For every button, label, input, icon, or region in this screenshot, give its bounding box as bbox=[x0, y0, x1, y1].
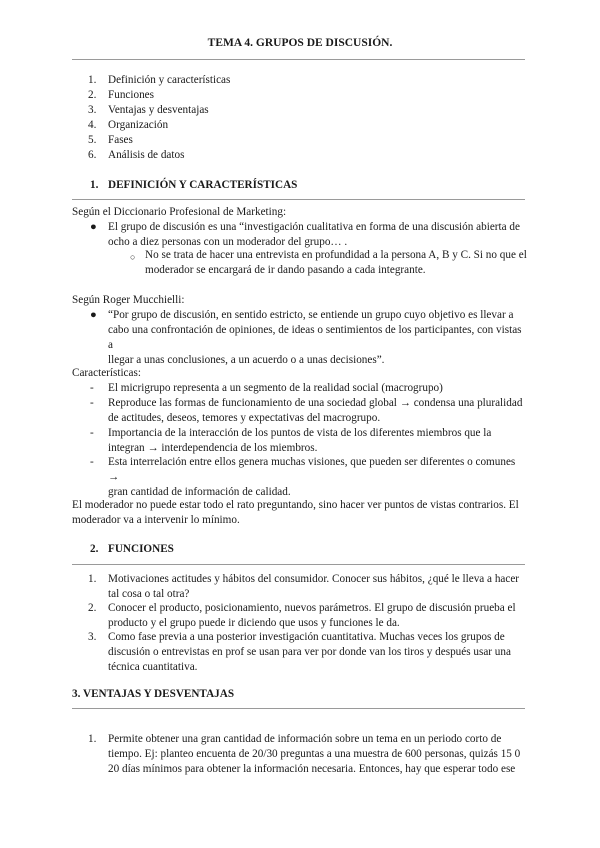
text-line: cabo una confrontación de opiniones, de ideas o sentimientos de los participantes, con vistas a bbox=[108, 324, 522, 351]
text-line: moderador se encargará de ir dando pasando a cada integrante. bbox=[145, 264, 426, 276]
section-2-divider bbox=[72, 564, 525, 565]
text-line: de actitudes, deseos, temores y expectativas del macrogrupo. bbox=[108, 412, 381, 424]
section-3-heading: 3. VENTAJAS Y DESVENTAJAS bbox=[72, 688, 235, 700]
paragraph: Características: bbox=[72, 367, 141, 379]
text-line: Como fase previa a una posterior investigación cuantitativa. Muchas veces los grupos de bbox=[108, 631, 505, 643]
text-line: El micrigrupo representa a un segmento de la realidad social (macrogrupo) bbox=[108, 382, 443, 394]
text-line: El grupo de discusión es una “investigación cualitativa en forma de una discusión abierta de bbox=[108, 221, 520, 233]
toc-item: Organización bbox=[108, 119, 169, 131]
text-line: gran cantidad de información de calidad. bbox=[108, 486, 291, 498]
dash-item bbox=[108, 426, 528, 456]
toc-number: 3. bbox=[88, 104, 97, 116]
text-line: moderador va a intervenir lo mínimo. bbox=[72, 514, 240, 526]
toc-item: Ventajas y desventajas bbox=[108, 104, 209, 116]
list-item bbox=[108, 572, 528, 602]
text-line: llegar a unas conclusiones, a un acuerdo o a unas decisiones”. bbox=[108, 354, 385, 366]
dash-bullet: - bbox=[90, 456, 94, 468]
dash-item bbox=[108, 455, 528, 500]
dash-bullet: - bbox=[90, 427, 94, 439]
text-line: Reproduce las formas de funcionamiento de una sociedad global → condensa una pluralidad bbox=[108, 397, 523, 409]
dash-item bbox=[108, 381, 528, 396]
toc-item: Definición y características bbox=[108, 74, 231, 86]
circle-bullet-icon: ○ bbox=[130, 252, 136, 262]
list-number: 1. bbox=[88, 573, 97, 585]
text-line: Conocer el producto, posicionamiento, nuevos parámetros. El grupo de discusión prueba el bbox=[108, 602, 516, 614]
title-divider bbox=[72, 59, 525, 60]
bullet-text bbox=[108, 308, 528, 368]
dash-bullet: - bbox=[90, 382, 94, 394]
section-2-heading: FUNCIONES bbox=[108, 543, 174, 555]
bullet-icon: ● bbox=[90, 221, 97, 233]
text-line: Motivaciones actitudes y hábitos del consumidor. Conocer sus hábitos, ¿qué le lleva a hacer bbox=[108, 573, 520, 585]
text-line: Esta interrelación entre ellos genera muchas visiones, que pueden ser diferentes o comunes → bbox=[108, 456, 516, 483]
toc-number: 2. bbox=[88, 89, 97, 101]
dash-bullet: - bbox=[90, 397, 94, 409]
text-line: Importancia de la interacción de los puntos de vista de los diferentes miembros que la bbox=[108, 427, 492, 439]
section-2-number: 2. bbox=[90, 543, 99, 555]
list-number: 3. bbox=[88, 631, 97, 643]
document-title: TEMA 4. GRUPOS DE DISCUSIÓN. bbox=[207, 37, 393, 49]
bullet-text bbox=[108, 220, 528, 250]
section-1-heading: DEFINICIÓN Y CARACTERÍSTICAS bbox=[108, 179, 298, 191]
text-line: 20 días mínimos para obtener la información necesaria. Entonces, hay que esperar todo ese bbox=[108, 763, 516, 775]
text-line: “Por grupo de discusión, en sentido estricto, se entiende un grupo cuyo objetivo es llevar a bbox=[108, 309, 514, 321]
list-item bbox=[108, 601, 528, 631]
text-line: El moderador no puede estar todo el rato preguntando, sino hacer ver puntos de vistas contrarios. El bbox=[72, 499, 519, 511]
text-line: Permite obtener una gran cantidad de información sobre un tema en un periodo corto de bbox=[108, 733, 502, 745]
dash-item bbox=[108, 396, 528, 426]
text-line: tiempo. Ej: planteo encuenta de 20/30 preguntas a una muestra de 600 personas, quizás 15 0 bbox=[108, 748, 521, 760]
sub-bullet-text bbox=[145, 248, 530, 278]
text-line: ocho a diez personas con un moderador del grupo… . bbox=[108, 236, 348, 248]
text-line: discusión o entrevistas en prof se usan para ver por donde van los tiros y después usar una bbox=[108, 646, 511, 658]
text-line: producto y el grupo puede ir diciendo que usos y funciones le da. bbox=[108, 617, 400, 629]
toc-number: 4. bbox=[88, 119, 97, 131]
toc-number: 6. bbox=[88, 149, 97, 161]
paragraph: Según el Diccionario Profesional de Marketing: bbox=[72, 206, 287, 218]
paragraph: Según Roger Mucchielli: bbox=[72, 294, 185, 306]
toc-number: 1. bbox=[88, 74, 97, 86]
list-item bbox=[108, 630, 528, 675]
paragraph bbox=[72, 498, 530, 528]
list-item bbox=[108, 732, 528, 777]
text-line: integran → interdependencia de los miembros. bbox=[108, 442, 318, 454]
text-line: tal cosa o tal otra? bbox=[108, 588, 190, 600]
bullet-icon: ● bbox=[90, 309, 97, 321]
toc-item: Funciones bbox=[108, 89, 154, 101]
section-3-divider bbox=[72, 708, 525, 709]
section-1-divider bbox=[72, 199, 525, 200]
text-line: técnica cuantitativa. bbox=[108, 661, 198, 673]
list-number: 1. bbox=[88, 733, 97, 745]
toc-item: Análisis de datos bbox=[108, 149, 185, 161]
toc-item: Fases bbox=[108, 134, 133, 146]
toc-number: 5. bbox=[88, 134, 97, 146]
list-number: 2. bbox=[88, 602, 97, 614]
section-1-number: 1. bbox=[90, 179, 99, 191]
text-line: No se trata de hacer una entrevista en profundidad a la persona A, B y C. Si no que el bbox=[145, 249, 527, 261]
